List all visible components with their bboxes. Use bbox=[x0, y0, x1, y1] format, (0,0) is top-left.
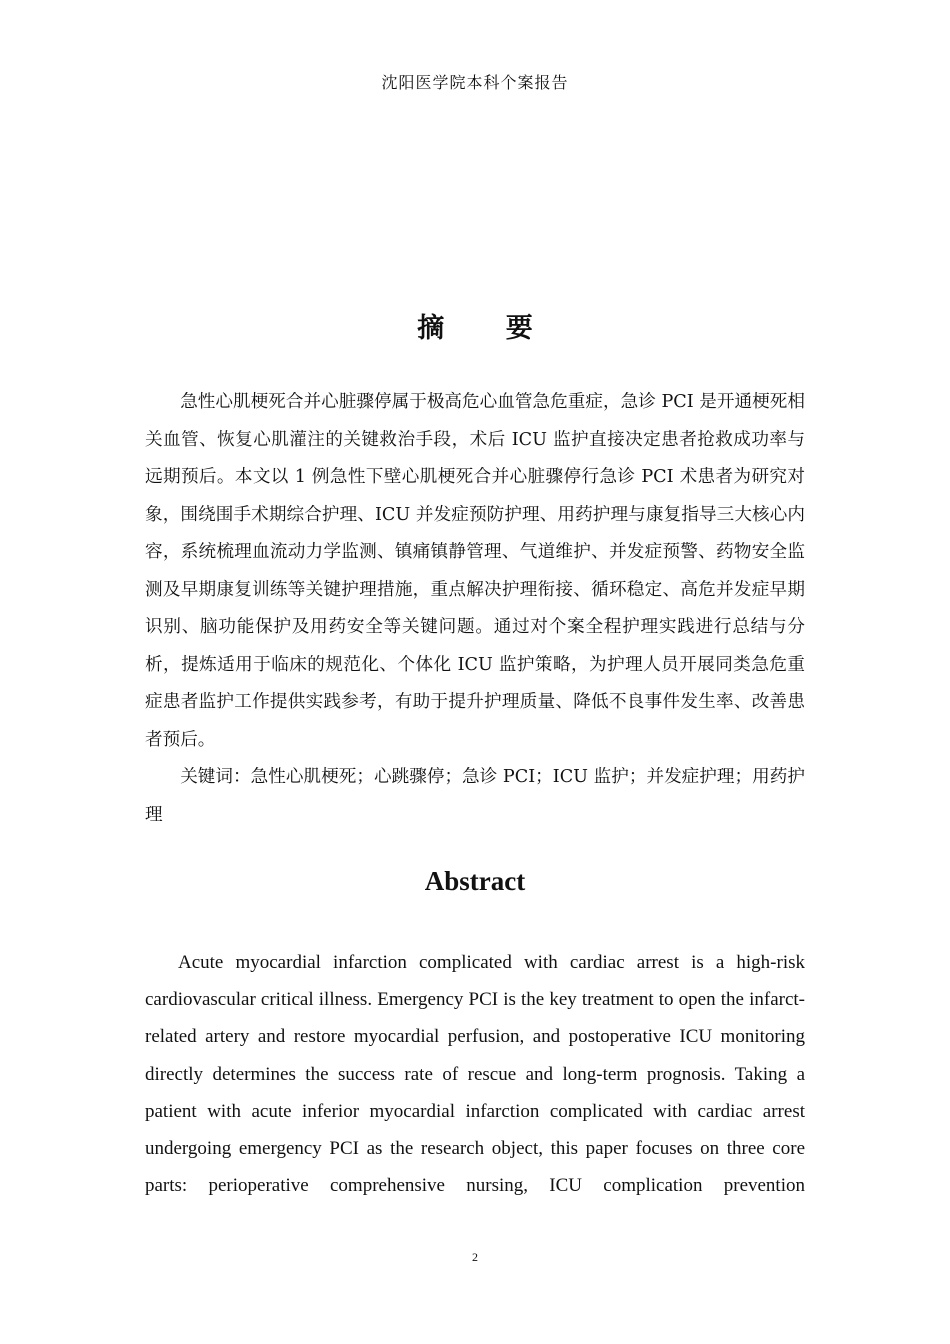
page-number: 2 bbox=[472, 1250, 478, 1264]
abstract-en-section bbox=[145, 944, 805, 1204]
keywords-text: 急性心肌梗死；心跳骤停；急诊 PCI；ICU 监护；并发症护理；用药护理 bbox=[145, 767, 805, 825]
abstract-cn-title: 摘 要 bbox=[417, 313, 559, 344]
abstract-en-paragraph: Acute myocardial infarction complicated with cardiac arrest is a high-risk cardiovascular critical illness. Emergency PCI is the key treatment to open the infarct-related artery and restore myocardial perfusion, and postoperative ICU monitoring directly determines the success rate of rescue and long-term prognosis. Taking a patient with acute inferior myocardial infarction complicated with cardiac arrest undergoing emergency PCI as the research object, this paper focuses on three core parts: perioperative comprehensive nursing, ICU complication prevention bbox=[145, 952, 805, 1197]
keywords-line bbox=[145, 759, 805, 834]
abstract-cn-section bbox=[145, 384, 805, 834]
abstract-cn-paragraph: 急性心肌梗死合并心脏骤停属于极高危心血管急危重症，急诊 PCI 是开通梗死相关血管、恢复心肌灌注的关键救治手段，术后 ICU 监护直接决定患者抢救成功率与远期预后。本文以 1 例急性下壁心肌梗死合并心脏骤停行急诊 PCI 术患者为研究对象，围绕围手术期综合护理、ICU 并发症预防护理、用药护理与康复指导三大核心内容，系统梳理血流动力学监测、镇痛镇静管理、气道维护、并发症预警、药物安全监测及早期康复训练等关键护理措施，重点解决护理衔接、循环稳定、高危并发症早期识别、脑功能保护及用药安全等关键问题。通过对个案全程护理实践进行总结与分析，提炼适用于临床的规范化、个体化 ICU 监护策略，为护理人员开展同类急危重症患者监护工作提供实践参考，有助于提升护理质量、降低不良事件发生率、改善患者预后。 bbox=[145, 392, 805, 750]
page-header: 沈阳医学院本科个案报告 bbox=[381, 73, 569, 92]
keywords-label: 关键词： bbox=[180, 767, 251, 787]
abstract-en-title: Abstract bbox=[424, 866, 526, 896]
